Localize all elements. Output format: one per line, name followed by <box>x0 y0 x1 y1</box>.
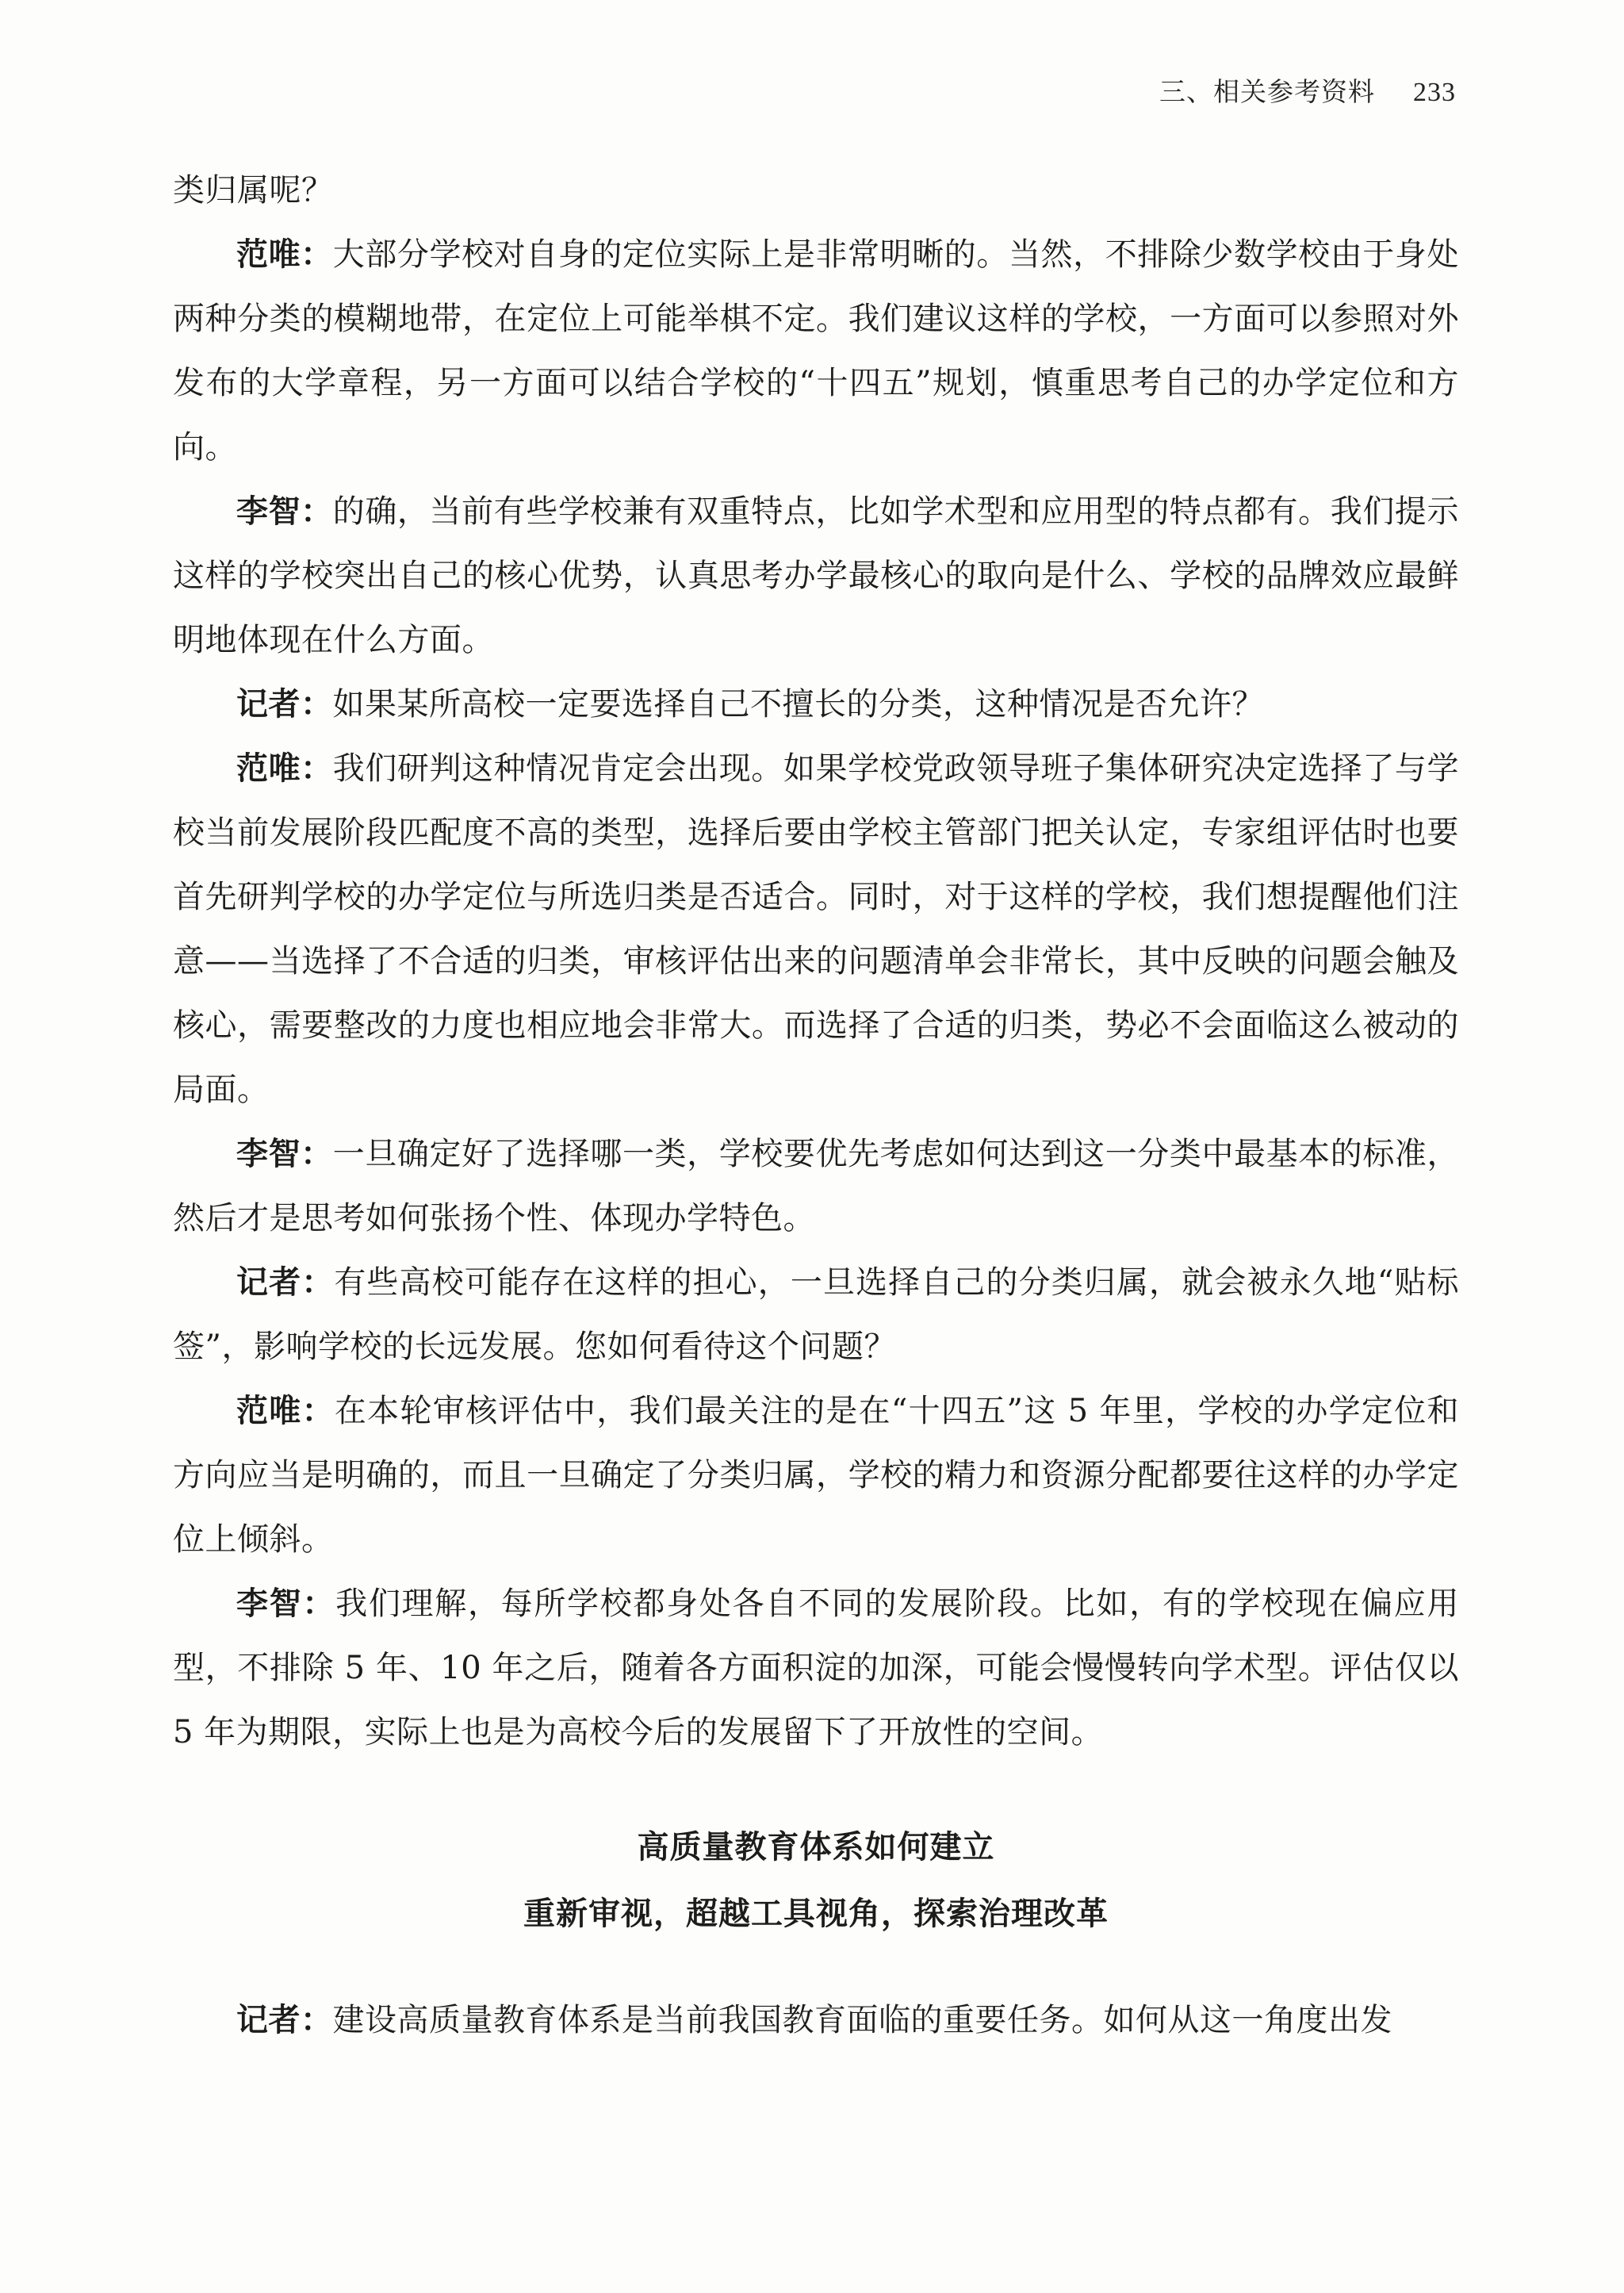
paragraph-text: 如果某所高校一定要选择自己不擅长的分类，这种情况是否允许？ <box>332 686 1264 723</box>
speaker-label: 范唯： <box>236 236 333 273</box>
paragraph-text: 大部分学校对自身的定位实际上是非常明晰的。当然，不排除少数学校由于身处两种分类的模糊地带，在定位上可能举棋不定。我们建议这样的学校，一方面可以参照对外发布的大学章程，另一方面可以结合学校的“十四五”规划，慎重思考自己的办学定位和方向。 <box>173 236 1460 466</box>
paragraph-text: 有些高校可能存在这样的担心，一旦选择自己的分类归属，就会被永久地“贴标签”，影响学校的长远发展。您如何看待这个问题？ <box>173 1264 1459 1365</box>
speaker-label: 记者： <box>236 1264 335 1301</box>
page-number: 233 <box>1413 78 1456 107</box>
paragraph <box>173 673 1459 737</box>
paragraph <box>173 223 1459 480</box>
paragraph-text: 我们理解，每所学校都身处各自不同的发展阶段。比如，有的学校现在偏应用型，不排除 5 年、10 年之后，随着各方面积淀的加深，可能会慢慢转向学术型。评估仅以 5 年为期限，实际上也是为高校今后的发展留下了开放性的空间。 <box>173 1586 1459 1750</box>
running-header <box>1159 71 1456 109</box>
body-text <box>173 159 1459 2053</box>
paragraph-text: 的确，当前有些学校兼有双重特点，比如学术型和应用型的特点都有。我们提示这样的学校突出自己的核心优势，认真思考办学最核心的取向是什么、学校的品牌效应最鲜明地体现在什么方面。 <box>173 493 1460 658</box>
section-heading <box>173 1814 1459 1947</box>
paragraph-text: 一旦确定好了选择哪一类，学校要优先考虑如何达到这一分类中最基本的标准，然后才是思考如何张扬个性、体现办学特色。 <box>173 1136 1460 1237</box>
paragraph <box>173 737 1459 1122</box>
paragraph <box>173 159 1459 223</box>
speaker-label: 记者： <box>236 2002 333 2038</box>
paragraph-text: 在本轮审核评估中，我们最关注的是在“十四五”这 5 年里，学校的办学定位和方向应当是明确的，而且一旦确定了分类归属，学校的精力和资源分配都要往这样的办学定位上倾斜。 <box>173 1393 1459 1558</box>
speaker-label: 范唯： <box>236 1393 335 1429</box>
paragraph <box>173 1379 1459 1572</box>
speaker-label: 范唯： <box>236 750 333 787</box>
paragraph <box>173 1251 1459 1379</box>
speaker-label: 李智： <box>236 1136 333 1172</box>
paragraph-text: 类归属呢？ <box>173 172 334 209</box>
paragraph <box>173 1988 1459 2053</box>
paragraph <box>173 1122 1459 1251</box>
paragraph-text: 建设高质量教育体系是当前我国教育面临的重要任务。如何从这一角度出发 <box>332 2002 1392 2038</box>
speaker-label: 李智： <box>236 493 333 530</box>
header-section-title: 三、相关参考资料 <box>1159 76 1375 107</box>
speaker-label: 记者： <box>236 686 333 723</box>
paragraph <box>173 480 1459 673</box>
paragraph <box>173 1572 1459 1765</box>
paragraph-text: 我们研判这种情况肯定会出现。如果学校党政领导班子集体研究决定选择了与学校当前发展阶段匹配度不高的类型，选择后要由学校主管部门把关认定，专家组评估时也要首先研判学校的办学定位与所选归类是否适合。同时，对于这样的学校，我们想提醒他们注意——当选择了不合适的归类，审核评估出来的问题清单会非常长，其中反映的问题会触及核心，需要整改的力度也相应地会非常大。而选择了合适的归类，势必不会面临这么被动的局面。 <box>173 750 1460 1108</box>
section-title: 高质量教育体系如何建立 <box>637 1829 995 1865</box>
speaker-label: 李智： <box>236 1586 336 1622</box>
section-subtitle: 重新审视，超越工具视角，探索治理改革 <box>523 1896 1109 1932</box>
